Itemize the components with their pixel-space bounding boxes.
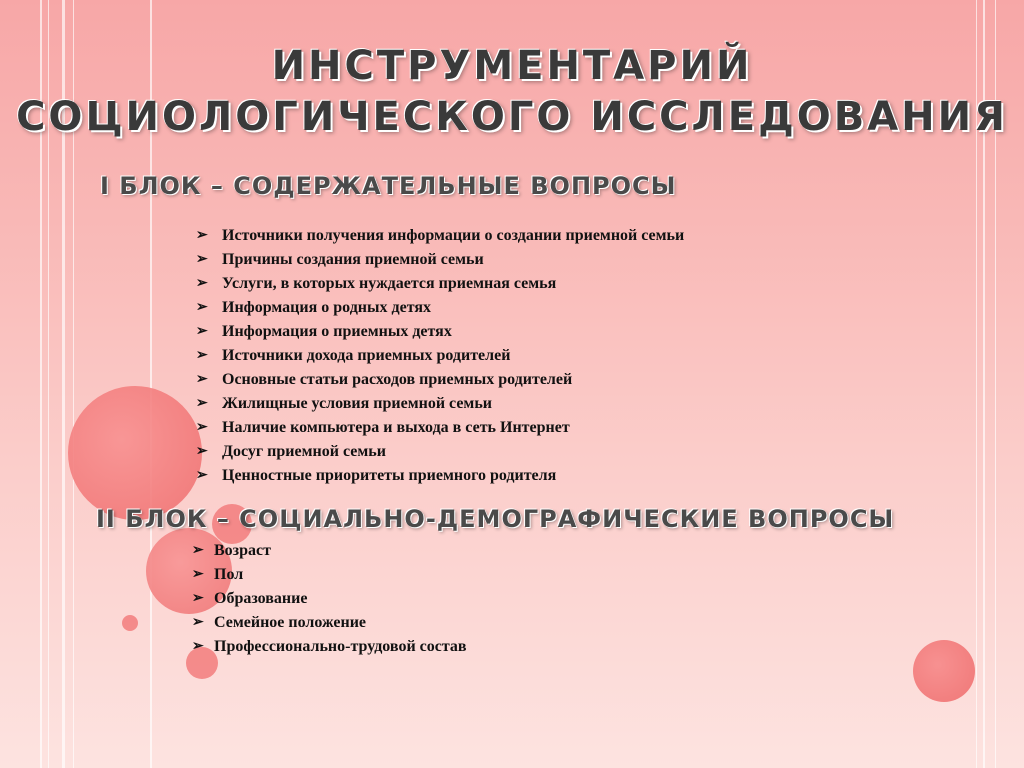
arrow-bullet-icon: ➢: [196, 420, 208, 435]
list-item-text: Пол: [214, 566, 244, 583]
arrow-bullet-icon: ➢: [196, 468, 208, 483]
arrow-bullet-icon: ➢: [196, 252, 208, 267]
list-item-text: Источники дохода приемных родителей: [222, 347, 511, 364]
decorative-circle-large: [68, 386, 202, 520]
arrow-bullet-icon: ➢: [192, 615, 204, 630]
list-item: [196, 320, 684, 344]
arrow-bullet-icon: ➢: [196, 348, 208, 363]
arrow-bullet-icon: ➢: [196, 372, 208, 387]
arrow-bullet-icon: ➢: [196, 300, 208, 315]
block2-heading: II БЛОК – СОЦИАЛЬНО-ДЕМОГРАФИЧЕСКИЕ ВОПРОСЫ: [96, 505, 895, 533]
arrow-bullet-icon: ➢: [192, 567, 204, 582]
list-item-text: Досуг приемной семьи: [222, 443, 386, 460]
list-item: [196, 272, 684, 296]
list-item: [192, 539, 467, 563]
list-item-text: Семейное положение: [214, 614, 367, 631]
list-item-text: Информация о родных детях: [222, 299, 432, 316]
list-item: [196, 392, 684, 416]
slide-title-line1: ИНСТРУМЕНТАРИЙ: [271, 43, 753, 89]
arrow-bullet-icon: ➢: [196, 396, 208, 411]
list-item: [196, 248, 684, 272]
list-item-text: Основные статьи расходов приемных родителей: [222, 371, 573, 388]
decorative-circle-dot: [122, 615, 138, 631]
decorative-circle-right: [913, 640, 975, 702]
list-item: [196, 464, 684, 488]
arrow-bullet-icon: ➢: [192, 591, 204, 606]
arrow-bullet-icon: ➢: [192, 543, 204, 558]
list-item-text: Причины создания приемной семьи: [222, 251, 484, 268]
list-item: [196, 368, 684, 392]
block2-list: [192, 539, 467, 659]
block1-heading: I БЛОК – СОДЕРЖАТЕЛЬНЫЕ ВОПРОСЫ: [100, 172, 677, 200]
arrow-bullet-icon: ➢: [196, 276, 208, 291]
list-item: [196, 224, 684, 248]
list-item: [192, 611, 467, 635]
list-item-text: Ценностные приоритеты приемного родителя: [222, 467, 557, 484]
arrow-bullet-icon: ➢: [196, 228, 208, 243]
slide-title-line2: СОЦИОЛОГИЧЕСКОГО ИССЛЕДОВАНИЯ: [16, 94, 1008, 140]
list-item: [196, 344, 684, 368]
block1-list: [196, 224, 684, 488]
list-item-text: Возраст: [214, 542, 271, 559]
arrow-bullet-icon: ➢: [196, 324, 208, 339]
list-item: [196, 416, 684, 440]
list-item: [192, 635, 467, 659]
list-item-text: Наличие компьютера и выхода в сеть Интернет: [222, 419, 570, 436]
arrow-bullet-icon: ➢: [192, 639, 204, 654]
list-item: [192, 587, 467, 611]
list-item-text: Образование: [214, 590, 308, 607]
list-item-text: Услуги, в которых нуждается приемная семья: [222, 275, 557, 292]
list-item-text: Профессионально-трудовой состав: [214, 638, 467, 655]
list-item-text: Жилищные условия приемной семьи: [222, 395, 493, 412]
list-item-text: Информация о приемных детях: [222, 323, 452, 340]
arrow-bullet-icon: ➢: [196, 444, 208, 459]
list-item: [192, 563, 467, 587]
list-item-text: Источники получения информации о создании приемной семьи: [222, 227, 685, 244]
list-item: [196, 440, 684, 464]
list-item: [196, 296, 684, 320]
